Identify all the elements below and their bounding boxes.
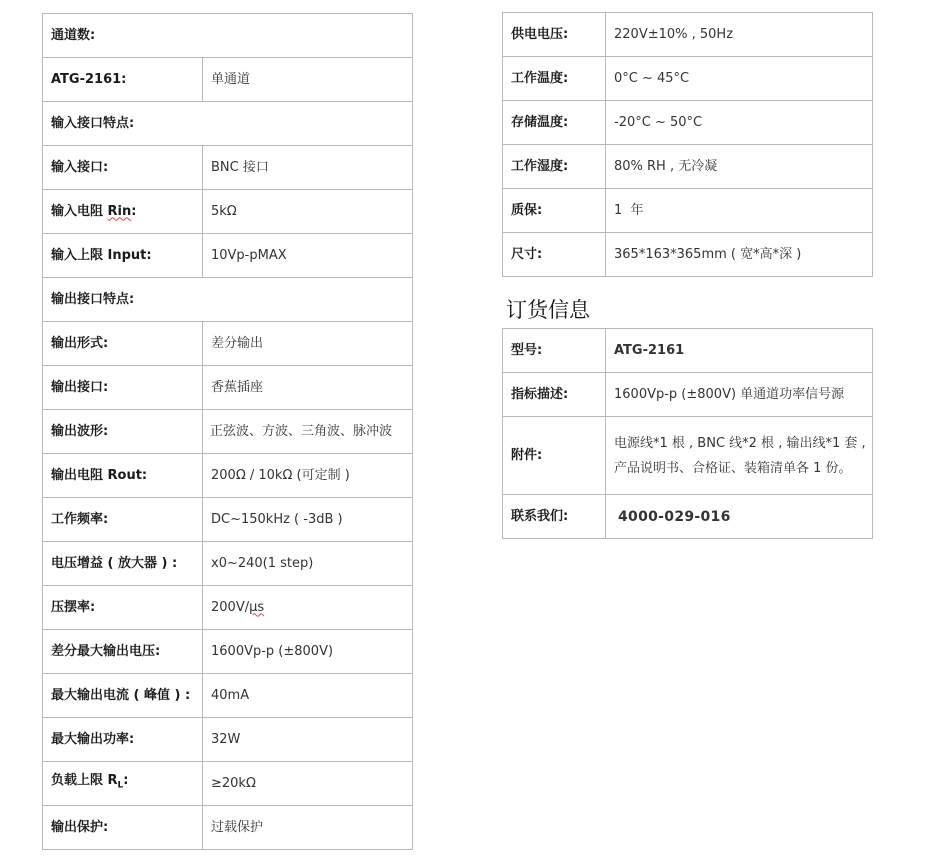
table-row — [43, 542, 413, 586]
row-label-load-limit — [43, 762, 203, 806]
table-row — [503, 495, 873, 539]
table-row — [503, 13, 873, 57]
row-label-output-waveform: 输出波形: — [43, 410, 203, 454]
table-row — [43, 234, 413, 278]
row-label-warranty: 质保: — [503, 189, 606, 233]
row-value-input-resistance: 5kΩ — [203, 190, 413, 234]
row-value-slew-rate — [203, 586, 413, 630]
row-label-output-resistance: 输出电阻 Rout: — [43, 454, 203, 498]
row-value-output-protection: 过载保护 — [203, 806, 413, 850]
row-value-operating-temp: 0°C ~ 45°C — [606, 57, 873, 101]
spec-table-right — [502, 12, 873, 277]
row-value-storage-temp: -20°C ~ 50°C — [606, 101, 873, 145]
table-row — [43, 454, 413, 498]
row-label-max-power: 最大输出功率: — [43, 718, 203, 762]
table-row — [43, 630, 413, 674]
spellcheck-word: μs — [249, 599, 265, 615]
row-label-input-resistance — [43, 190, 203, 234]
table-row — [43, 366, 413, 410]
row-label-slew-rate: 压摆率: — [43, 586, 203, 630]
table-row — [43, 14, 413, 58]
table-row — [43, 190, 413, 234]
row-label-input-interface: 输入接口: — [43, 146, 203, 190]
row-label-storage-temp: 存储温度: — [503, 101, 606, 145]
row-label-dimensions: 尺寸: — [503, 233, 606, 277]
row-value-contact-phone: 4000-029-016 — [606, 495, 873, 539]
row-value-input-limit: 10Vp-pMAX — [203, 234, 413, 278]
table-row — [43, 718, 413, 762]
table-row — [503, 189, 873, 233]
row-value-dimensions: 365*163*365mm ( 宽*高*深 ) — [606, 233, 873, 277]
row-value-output-interface: 香蕉插座 — [203, 366, 413, 410]
row-label-contact: 联系我们: — [503, 495, 606, 539]
table-row — [503, 57, 873, 101]
row-value-max-diff-voltage: 1600Vp-p (±800V) — [203, 630, 413, 674]
row-value-output-waveform: 正弦波、方波、三角波、脉冲波 — [203, 410, 413, 454]
table-row — [43, 586, 413, 630]
spec-table-left — [42, 13, 413, 850]
table-row — [43, 58, 413, 102]
row-label-accessories: 附件: — [503, 417, 606, 495]
row-value-supply-voltage: 220V±10% , 50Hz — [606, 13, 873, 57]
row-label-model: ATG-2161: — [43, 58, 203, 102]
row-value-warranty: 1 年 — [606, 189, 873, 233]
row-value-accessories: 电源线*1 根 , BNC 线*2 根 , 输出线*1 套 , 产品说明书、合格证、装箱清单各 1 份。 — [606, 417, 873, 495]
row-label-input-limit: 输入上限 Input: — [43, 234, 203, 278]
row-label-model-number: 型号: — [503, 329, 606, 373]
row-label-humidity: 工作湿度: — [503, 145, 606, 189]
row-value-model-number: ATG-2161 — [606, 329, 873, 373]
row-label-output-form: 输出形式: — [43, 322, 203, 366]
row-value-output-form: 差分输出 — [203, 322, 413, 366]
order-info-table — [502, 328, 873, 539]
row-value-max-current: 40mA — [203, 674, 413, 718]
order-info-title: 订货信息 — [506, 298, 590, 322]
row-label-channels: 通道数: — [43, 14, 413, 58]
table-row — [43, 762, 413, 806]
row-value-input-interface: BNC 接口 — [203, 146, 413, 190]
row-value-frequency: DC~150kHz ( -3dB ) — [203, 498, 413, 542]
table-row — [43, 146, 413, 190]
table-row — [43, 322, 413, 366]
row-label-frequency: 工作频率: — [43, 498, 203, 542]
row-value-spec-description: 1600Vp-p (±800V) 单通道功率信号源 — [606, 373, 873, 417]
table-row — [503, 417, 873, 495]
label-subscript: L — [117, 780, 124, 791]
table-row — [503, 233, 873, 277]
value-text: 200V/ — [211, 599, 250, 615]
row-value-humidity: 80% RH , 无冷凝 — [606, 145, 873, 189]
table-row — [43, 278, 413, 322]
row-value-output-resistance: 200Ω / 10kΩ (可定制 ) — [203, 454, 413, 498]
row-label-max-diff-voltage: 差分最大输出电压: — [43, 630, 203, 674]
label-text: 输入电阻 — [51, 203, 108, 219]
label-colon: : — [123, 773, 129, 789]
row-value-gain: x0~240(1 step) — [203, 542, 413, 586]
row-label-output-protection: 输出保护: — [43, 806, 203, 850]
table-row — [503, 373, 873, 417]
row-label-operating-temp: 工作温度: — [503, 57, 606, 101]
table-row — [503, 145, 873, 189]
label-colon: : — [131, 203, 137, 219]
table-row — [43, 674, 413, 718]
row-label-max-current: 最大输出电流 ( 峰值 ) : — [43, 674, 203, 718]
row-label-output-interface: 输出接口: — [43, 366, 203, 410]
table-row — [503, 329, 873, 373]
row-value-load-limit: ≥20kΩ — [203, 762, 413, 806]
spellcheck-word: Rin — [107, 203, 132, 219]
table-row — [503, 101, 873, 145]
row-value-max-power: 32W — [203, 718, 413, 762]
section-header-input: 输入接口特点: — [43, 102, 413, 146]
row-label-gain: 电压增益 ( 放大器 ) : — [43, 542, 203, 586]
label-text: 负载上限 R — [51, 773, 118, 789]
table-row — [43, 498, 413, 542]
row-label-spec-description: 指标描述: — [503, 373, 606, 417]
row-value-model: 单通道 — [203, 58, 413, 102]
table-row — [43, 806, 413, 850]
row-label-supply-voltage: 供电电压: — [503, 13, 606, 57]
section-header-output: 输出接口特点: — [43, 278, 413, 322]
table-row — [43, 410, 413, 454]
table-row — [43, 102, 413, 146]
